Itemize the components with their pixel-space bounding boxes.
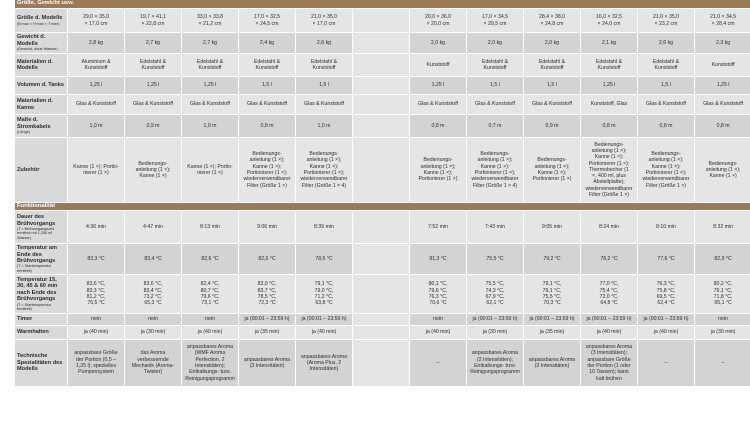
row-label <box>15 244 67 274</box>
table-row-timer <box>15 314 750 325</box>
table-cell: 2,4 kg <box>239 33 295 53</box>
table-cell: 2,7 kg <box>125 33 181 53</box>
table-cell: 17,0 × 34,5 × 29,5 cm <box>467 9 523 32</box>
table-cell: 21,0 × 35,0 × 23,2 cm <box>638 9 694 32</box>
table-cell: 1,5 l <box>467 77 523 94</box>
table-cell: 2,0 kg <box>467 33 523 53</box>
table-cell: nein <box>68 314 124 325</box>
row-label-text: Größe d. Modells <box>17 15 63 22</box>
table-cell: 78,2 °C <box>581 244 637 274</box>
table-cell: Kunststoff <box>695 54 750 76</box>
table-cell: 21,0 × 34,5 × 28,4 cm <box>695 9 750 32</box>
table-cell: 1,0 m <box>68 115 124 137</box>
table-cell: 2,6 kg <box>638 33 694 53</box>
table-cell: ja (40 min) <box>581 326 637 339</box>
section-header-functionality <box>15 203 750 210</box>
table-cell: Glas & Kunststoff <box>467 95 523 114</box>
table-row-acc <box>15 138 750 202</box>
table-cell: 1,5 l <box>524 77 580 94</box>
section-header-general <box>15 0 750 8</box>
table-cell: – <box>695 340 750 386</box>
table-cell: 81,3 °C <box>410 244 466 274</box>
row-label-text: Temperatur 15, 30, 45 & 60 min nach Ende des Brühvorgangs <box>17 276 58 303</box>
table-cell: Glas & Kunststoff <box>524 95 580 114</box>
table-cell: 2,0 kg <box>410 33 466 53</box>
table-cell: ja (00:01 – 23:59 h) <box>467 314 523 325</box>
table-cell: anpassbares Aroma (Aroma Plus, 2 Intensitäten) <box>296 340 352 386</box>
spacer-cell <box>353 95 409 114</box>
table-cell: 2,3 kg <box>695 33 750 53</box>
table-cell: 77,6 °C <box>638 244 694 274</box>
table-cell: ja (40 min) <box>68 326 124 339</box>
table-cell: 0,8 m <box>638 115 694 137</box>
row-label <box>15 211 67 243</box>
table-cell: Bedienungs- anleitung (1 ×); Kanne (1 ×) <box>125 138 181 202</box>
table-cell: 8:39 min <box>296 211 352 243</box>
table-cell: Glas & Kunststoff <box>182 95 238 114</box>
table-cell: 0,9 m <box>524 115 580 137</box>
table-cell: 1,5 l <box>638 77 694 94</box>
table-cell: 2,8 kg <box>68 33 124 53</box>
table-cell: 0,8 m <box>410 115 466 137</box>
table-row-brew <box>15 211 750 243</box>
table-cell: 75,5 °C <box>467 244 523 274</box>
table-cell: 83,3 °C <box>68 244 124 274</box>
table-cell: 79,1 °C, 79,1 °C, 75,5 °C, 70,3 °C <box>524 275 580 313</box>
table-cell: 1,25 l <box>581 77 637 94</box>
table-cell: Kanne (1 ×); Portio- nierer (1 ×) <box>182 138 238 202</box>
table-cell: 77,0 °C, 75,4 °C, 72,0 °C, 64,8 °C <box>581 275 637 313</box>
row-label-note: (B max × H max × T max) <box>17 21 60 26</box>
table-cell: 1,25 l <box>68 77 124 94</box>
table-cell: Bedienungs- anleitung (1 ×); Kanne (1 ×) <box>695 138 750 202</box>
table-cell: 82,4 °C, 80,7 °C, 79,6 °C, 73,1 °C <box>182 275 238 313</box>
table-cell: Kunststoff <box>410 54 466 76</box>
table-cell: 8:32 min <box>695 211 750 243</box>
table-cell: ja (00:01 – 23:59 h) <box>524 314 580 325</box>
spacer-cell <box>353 340 409 386</box>
table-cell: Bedienungs- anleitung (1 ×); Kanne (1 ×); Portionierer (1 ×); wiederverwendbarer Filter (Größe 1 × 4) <box>467 138 523 202</box>
table-cell: nein <box>182 314 238 325</box>
table-cell: 1,25 l <box>182 77 238 94</box>
spacer-cell <box>353 115 409 137</box>
section-title: Größe, Gewicht usw. <box>15 0 750 8</box>
table-cell: 83,0 °C, 83,7 °C, 78,5 °C, 72,3 °C <box>239 275 295 313</box>
spacer-cell <box>353 77 409 94</box>
row-label <box>15 54 67 76</box>
table-cell: 82,6 °C <box>239 244 295 274</box>
table-cell: Glas & Kunststoff <box>410 95 466 114</box>
table-cell: Aluminium & Kunststoff <box>68 54 124 76</box>
row-label <box>15 77 67 94</box>
row-label-note: (Länge) <box>17 130 31 135</box>
table-cell: ja (40 min) <box>638 326 694 339</box>
table-cell: das Aroma verbessernde Mechanik (Aroma- Twister) <box>125 340 181 386</box>
table-cell: Glas & Kunststoff <box>296 95 352 114</box>
table-row-weight <box>15 33 750 53</box>
table-row-tank <box>15 77 750 94</box>
table-cell: 1,5 l <box>239 77 295 94</box>
table-row-warm <box>15 326 750 339</box>
table-cell: 83,6 °C, 83,3 °C, 81,2 °C, 76,5 °C <box>68 275 124 313</box>
section-title: Funktionalität <box>15 203 750 210</box>
row-label-text: Materialien d. Kanne <box>17 98 53 111</box>
spacer-cell <box>353 326 409 339</box>
comparison-table <box>14 0 750 387</box>
table-cell: 80,1 °C, 79,6 °C, 76,3 °C, 70,6 °C <box>410 275 466 313</box>
row-label <box>15 314 67 325</box>
table-row-size <box>15 9 750 32</box>
table-cell: Edelstahl & Kunststoff <box>125 54 181 76</box>
table-cell: Edelstahl & Kunststoff <box>524 54 580 76</box>
table-cell: 7:43 min <box>467 211 523 243</box>
spacer-cell <box>353 211 409 243</box>
table-cell: 0,8 m <box>581 115 637 137</box>
table-cell: anpassbares Aroma (2 Intensitäten); Entkalkungs- bzw. Reinigungsprogramm <box>467 340 523 386</box>
table-cell: 0,8 m <box>239 115 295 137</box>
table-cell: 20,0 × 36,0 × 20,0 cm <box>410 9 466 32</box>
table-cell: – <box>638 340 694 386</box>
table-cell: ja (30 min) <box>467 326 523 339</box>
spacer-cell <box>353 275 409 313</box>
table-cell: Bedienungs- anleitung (1 ×); Kanne (1 ×); Portionierer (1 ×); Thermobecher (1 ×, 400 ml, plus Abstellplatte); wiederverwendbarer Filter (Größe 1 ×) <box>581 138 637 202</box>
table-cell: ja (00:01 – 23:59 h) <box>239 314 295 325</box>
row-label-text: Maße d. Stromkabels <box>17 117 51 130</box>
table-cell: 8:24 min <box>581 211 637 243</box>
table-cell: 1,25 l <box>125 77 181 94</box>
table-cell: Edelstahl & Kunststoff <box>467 54 523 76</box>
table-row-material <box>15 54 750 76</box>
table-cell: 78,6 °C <box>296 244 352 274</box>
table-cell: 2,1 kg <box>581 33 637 53</box>
row-label-text: Timer <box>17 316 33 323</box>
table-cell: ja (00:01 – 23:59 h) <box>638 314 694 325</box>
table-cell: 8:13 min <box>182 211 238 243</box>
row-label-note: (T = Starttemperatur ermittelt) <box>17 302 51 311</box>
table-cell: 79,1 °C, 79,0 °C, 71,2 °C, 63,8 °C <box>296 275 352 313</box>
table-cell: Glas & Kunststoff <box>695 95 750 114</box>
table-cell: 0,7 m <box>467 115 523 137</box>
table-cell: 76,3 °C, 75,8 °C, 69,5 °C, 62,4 °C <box>638 275 694 313</box>
table-cell: Edelstahl & Kunststoff <box>296 54 352 76</box>
table-cell: 82,9 °C <box>695 244 750 274</box>
table-cell: Glas & Kunststoff <box>638 95 694 114</box>
table-cell: 83,4 °C <box>125 244 181 274</box>
table-cell: 82,6 °C <box>182 244 238 274</box>
row-label <box>15 340 67 386</box>
table-cell: nein <box>125 314 181 325</box>
row-label <box>15 326 67 339</box>
table-cell: – <box>410 340 466 386</box>
table-row-temp_hold <box>15 275 750 313</box>
row-label-text: Technische Spezialitäten des Modells <box>17 353 63 373</box>
table-cell: ja (00:01 – 23:59 h) <box>581 314 637 325</box>
table-cell: 1,0 m <box>296 115 352 137</box>
table-cell: 75,5 °C, 74,3 °C, 67,9 °C, 62,1 °C <box>467 275 523 313</box>
table-cell: Edelstahl & Kunststoff <box>182 54 238 76</box>
table-cell: nein <box>410 314 466 325</box>
row-label <box>15 115 67 137</box>
table-cell: Bedienungs- anleitung (1 ×); Kanne (1 ×); Portionierer (1 ×); wiederverwendbarer Filter (Größe 1 × 4) <box>296 138 352 202</box>
table-cell: Glas & Kunststoff <box>239 95 295 114</box>
table-row-jug <box>15 95 750 114</box>
table-cell: 8:10 min <box>638 211 694 243</box>
row-label <box>15 95 67 114</box>
row-label <box>15 138 67 202</box>
table-cell: 4:47 min <box>125 211 181 243</box>
table-cell: Glas & Kunststoff <box>68 95 124 114</box>
row-label-text: Warmhalten <box>17 329 49 336</box>
table-cell: 7:52 min <box>410 211 466 243</box>
table-cell: 29,0 × 35,0 × 17,0 cm <box>68 9 124 32</box>
table-cell: ja (35 min) <box>239 326 295 339</box>
table-cell: 0,9 m <box>125 115 181 137</box>
table-cell: 2,7 kg <box>182 33 238 53</box>
table-cell: 9:05 min <box>524 211 580 243</box>
table-cell: Kunststoff, Glas <box>581 95 637 114</box>
table-cell: Edelstahl & Kunststoff <box>638 54 694 76</box>
table-cell: Glas & Kunststoff <box>125 95 181 114</box>
table-cell: 19,7 × 41,1 × 22,8 cm <box>125 9 181 32</box>
table-cell: Bedienungs- anleitung (1 ×); Kanne (1 ×); Portionierer (1 ×) <box>524 138 580 202</box>
row-label-text: Dauer des Brühvorgangs <box>17 214 56 227</box>
table-cell: ja (35 min) <box>524 326 580 339</box>
table-cell: Kanne (1 ×); Portio- nierer (1 ×) <box>68 138 124 202</box>
spacer-cell <box>353 54 409 76</box>
table-cell: nein <box>695 314 750 325</box>
row-label-note: (T = Brühvorgangszeit ermittelt mit 1.250 ml Wasser) <box>17 227 55 240</box>
spacer-cell <box>353 9 409 32</box>
table-cell: ja (00:01 – 23:59 h) <box>296 314 352 325</box>
spacer-cell <box>353 138 409 202</box>
row-label-text: Gewicht d. Modells <box>17 34 46 47</box>
spacer-cell <box>353 314 409 325</box>
table-cell: 17,0 × 32,5 × 24,5 cm <box>239 9 295 32</box>
table-cell: anpassbares Aroma (3 Intensitäten) <box>524 340 580 386</box>
table-cell: 1,0 m <box>182 115 238 137</box>
table-cell: Bedienungs- anleitung (1 ×); Kanne (1 ×); Portionierer (1 ×) <box>410 138 466 202</box>
row-label <box>15 275 67 313</box>
table-cell: 33,0 × 33,8 × 21,2 cm <box>182 9 238 32</box>
row-label-note: (T = Starttemperatur ermittelt) <box>17 264 51 273</box>
table-cell: 21,0 × 35,0 × 17,0 cm <box>296 9 352 32</box>
table-cell: ja (30 min) <box>125 326 181 339</box>
row-label-text: Zubehör <box>17 166 40 173</box>
row-label-text: Materialien d. Modells <box>17 58 53 71</box>
table-cell: 83,6 °C, 83,4 °C, 73,2 °C, 65,3 °C <box>125 275 181 313</box>
table-row-temp_end <box>15 244 750 274</box>
table-cell: anpassbare Größe der Portion (0,5 – 1,25 l); spezielles Pumpensystem <box>68 340 124 386</box>
table-cell: Bedienungs- anleitung (1 ×); Kanne (1 ×); Portionierer (1 ×); wiederverwendbarer Filter (Größe 1 ×) <box>638 138 694 202</box>
table-cell: Edelstahl & Kunststoff <box>239 54 295 76</box>
table-cell: ja (30 min) <box>695 326 750 339</box>
table-cell: anpassbares Aroma (3 Intensitäten) <box>239 340 295 386</box>
table-cell: ja (40 min) <box>182 326 238 339</box>
table-cell: ja (40 min) <box>296 326 352 339</box>
table-cell: 1,25 l <box>410 77 466 94</box>
spacer-cell <box>353 33 409 53</box>
table-cell: ja (40 min) <box>410 326 466 339</box>
row-label <box>15 33 67 53</box>
row-label-text: Temperatur am Ende des Brühvorgangs <box>17 245 57 264</box>
table-cell: 16,0 × 32,5 × 24,0 cm <box>581 9 637 32</box>
table-cell: anpassbares Aroma (WMF Aroma Perfection, 2 Intensitäten); Entkalkungs- bzw. Reinigungsprogramm <box>182 340 238 386</box>
spacer-cell <box>353 244 409 274</box>
table-cell: Edelstahl & Kunststoff <box>581 54 637 76</box>
table-cell: 2,6 kg <box>296 33 352 53</box>
row-label-note: (Gewicht, ohne Wasser) <box>17 47 58 52</box>
table-cell: 0,8 m <box>695 115 750 137</box>
table-cell: 1,5 l <box>296 77 352 94</box>
table-cell: 79,2 °C <box>524 244 580 274</box>
table-cell: 28,4 × 38,0 × 24,8 cm <box>524 9 580 32</box>
table-cell: 9:06 min <box>239 211 295 243</box>
table-cell: 80,2 °C, 79,1 °C, 71,8 °C, 65,1 °C <box>695 275 750 313</box>
table-cell: 2,0 kg <box>524 33 580 53</box>
row-label <box>15 9 67 32</box>
table-row-cable <box>15 115 750 137</box>
row-label-text: Volumen d. Tanks <box>17 82 65 89</box>
table-row-special <box>15 340 750 386</box>
table-cell: 4:36 min <box>68 211 124 243</box>
table-cell: Bedienungs- anleitung (1 ×); Kanne (1 ×); Portionierer (1 ×); wiederverwendbarer Filter (Größe 1 ×) <box>239 138 295 202</box>
table-cell: anpassbares Aroma (3 Intensitäten); anpassbare Größe der Portion (1 oder 10 Tassen); kann kalt brühen <box>581 340 637 386</box>
table-cell: 1,25 l <box>695 77 750 94</box>
